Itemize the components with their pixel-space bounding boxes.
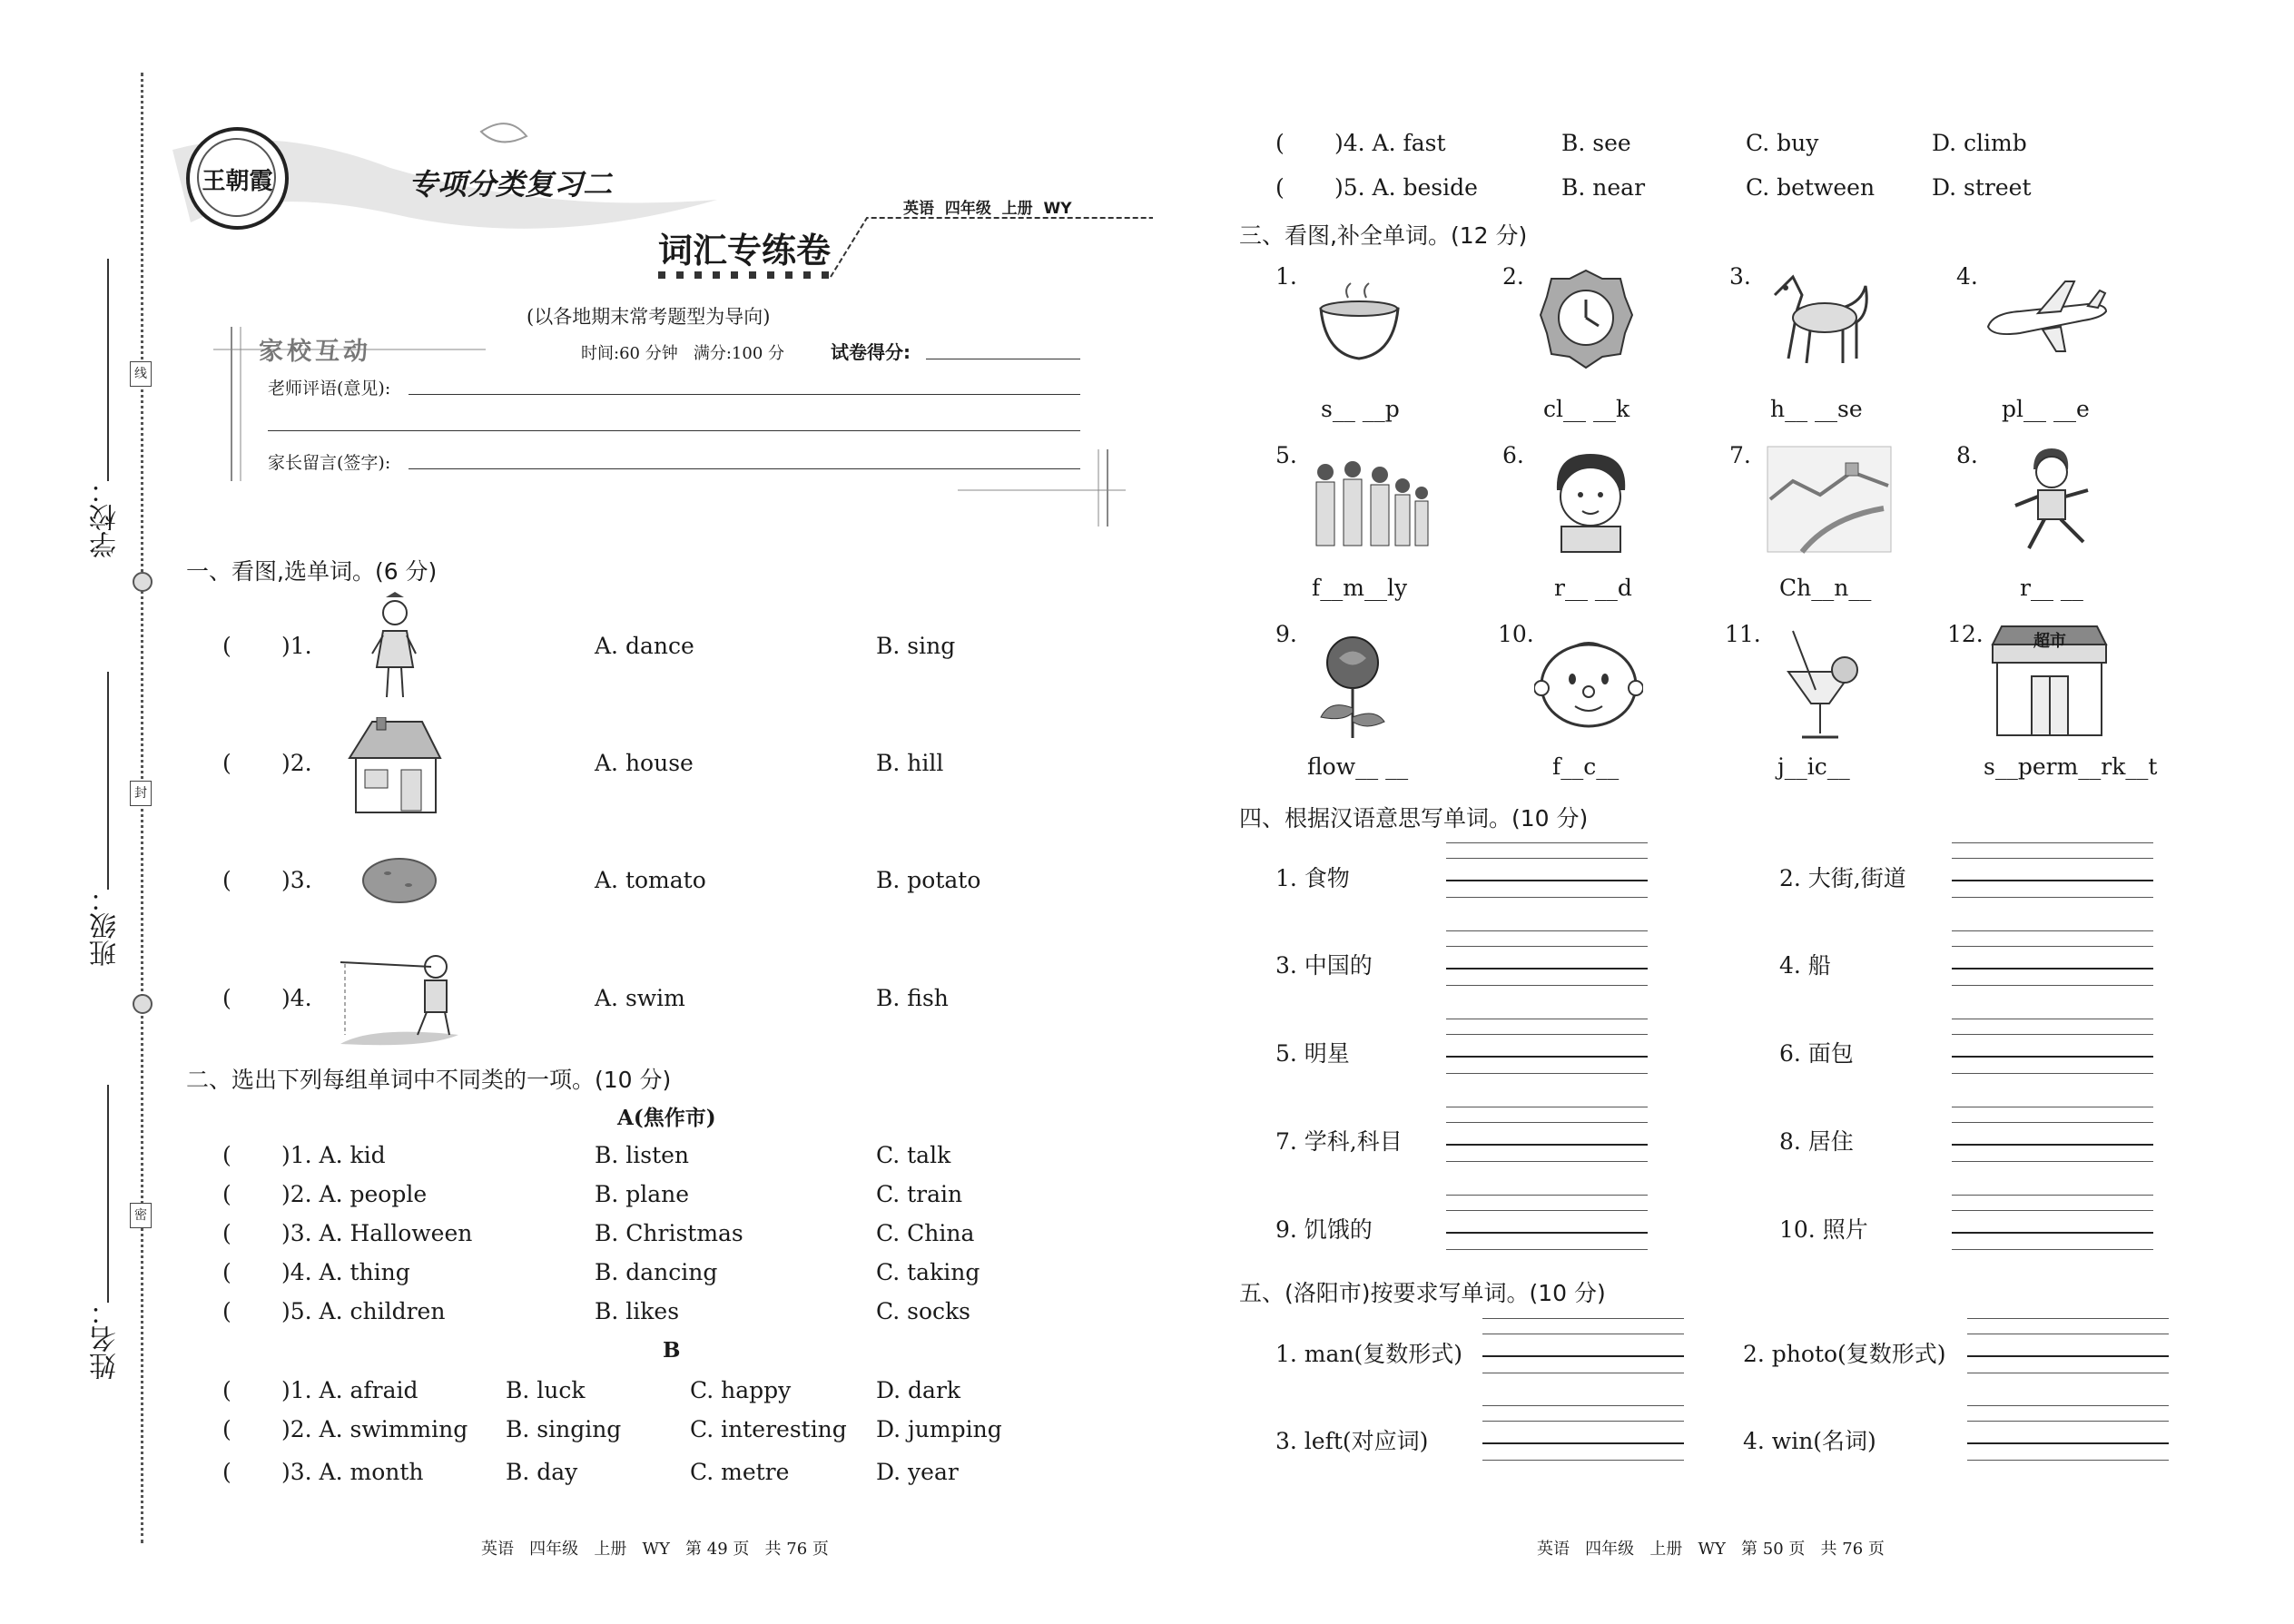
girl-dancing-image bbox=[363, 590, 427, 704]
answer-paren: ( bbox=[222, 1220, 231, 1246]
s3-item-number: 1. bbox=[1275, 263, 1297, 290]
s3-item-number: 9. bbox=[1275, 621, 1297, 647]
s3-item-number: 8. bbox=[1956, 442, 1978, 468]
s2b-item: )5. A. beside bbox=[1334, 174, 1478, 201]
binding-dotted-line bbox=[141, 73, 143, 1543]
s4-item-label: 8. 居住 bbox=[1779, 1128, 1854, 1155]
s2b-item: )2. A. swimming bbox=[281, 1416, 468, 1442]
supermarket-sign: 超市 bbox=[2033, 632, 2066, 651]
s4-item-label: 6. 面包 bbox=[1779, 1040, 1854, 1067]
option-d: D. dark bbox=[876, 1377, 961, 1403]
option-b: B. near bbox=[1561, 174, 1646, 201]
s2b-item: )1. A. afraid bbox=[281, 1377, 418, 1403]
section5-heading: 五、(洛阳市)按要求写单词。(10 分) bbox=[1239, 1280, 1606, 1306]
option-b: B. sing bbox=[876, 633, 956, 659]
s5-item-label: 2. photo(复数形式) bbox=[1743, 1341, 1946, 1367]
s4-item-label: 4. 船 bbox=[1779, 952, 1831, 979]
answer-paren: ( bbox=[222, 1459, 231, 1485]
teacher-comment-field-2[interactable] bbox=[268, 430, 1080, 431]
option-b: B. see bbox=[1561, 130, 1631, 156]
option-d: D. climb bbox=[1932, 130, 2027, 156]
school-line bbox=[107, 259, 109, 481]
great-wall-image bbox=[1766, 445, 1893, 554]
option-c: C. interesting bbox=[690, 1416, 847, 1442]
option-b: B. likes bbox=[595, 1298, 680, 1324]
s1-item-number: )3. bbox=[281, 867, 312, 893]
s4-item-label: 3. 中国的 bbox=[1275, 952, 1373, 979]
s3-word: f__c__ bbox=[1552, 753, 1620, 780]
subtitle: (以各地期末常考题型为导向) bbox=[527, 306, 771, 328]
s2a-item: )1. A. kid bbox=[281, 1142, 386, 1168]
time-score-info: 时间:60 分钟 满分:100 分 bbox=[581, 344, 784, 363]
s5-item-label: 3. left(对应词) bbox=[1275, 1428, 1429, 1454]
s3-item-number: 6. bbox=[1502, 442, 1524, 468]
s2a-item: )2. A. people bbox=[281, 1181, 428, 1207]
s4-item-label: 1. 食物 bbox=[1275, 865, 1350, 891]
s3-word: f__m__ly bbox=[1312, 575, 1408, 601]
section2-heading: 二、选出下列每组单词中不同类的一项。(10 分) bbox=[186, 1067, 672, 1093]
option-b: B. luck bbox=[506, 1377, 586, 1403]
s2b-item: )4. A. fast bbox=[1334, 130, 1446, 156]
answer-paren: ( bbox=[222, 1416, 231, 1442]
section3-heading: 三、看图,补全单词。(12 分) bbox=[1239, 222, 1528, 249]
plane-image bbox=[1984, 277, 2111, 354]
header-deco-line bbox=[822, 209, 1157, 281]
s4-item-label: 10. 照片 bbox=[1779, 1216, 1868, 1243]
answer-paren: ( bbox=[222, 1181, 231, 1207]
option-b: B. Christmas bbox=[595, 1220, 743, 1246]
s4-item-label: 5. 明星 bbox=[1275, 1040, 1350, 1067]
binding-hole bbox=[133, 572, 153, 592]
option-b: B. potato bbox=[876, 867, 981, 893]
horse-image bbox=[1757, 268, 1879, 381]
binding-hole bbox=[133, 994, 153, 1014]
option-c: C. China bbox=[876, 1220, 975, 1246]
s4-item-label: 2. 大街,街道 bbox=[1779, 865, 1906, 891]
s3-word: r__ __ bbox=[2020, 575, 2083, 601]
s3-item-number: 11. bbox=[1725, 621, 1761, 647]
section4-heading: 四、根据汉语意思写单词。(10 分) bbox=[1239, 805, 1589, 832]
s1-item-number: )2. bbox=[281, 750, 312, 776]
s4-item-label: 7. 学科,科目 bbox=[1275, 1128, 1403, 1155]
option-c: C. buy bbox=[1746, 130, 1819, 156]
seal-mark: 线 bbox=[130, 361, 152, 387]
answer-paren: ( bbox=[1275, 130, 1285, 156]
option-b: B. singing bbox=[506, 1416, 622, 1442]
option-a: A. house bbox=[595, 750, 694, 776]
family-image bbox=[1307, 458, 1430, 549]
face-image bbox=[1534, 635, 1643, 731]
logo-text: 王朝霞 bbox=[202, 168, 273, 195]
answer-paren: ( bbox=[1275, 174, 1285, 201]
s3-item-number: 2. bbox=[1502, 263, 1524, 290]
s2a-item: )5. A. children bbox=[281, 1298, 446, 1324]
s2b-item: )3. A. month bbox=[281, 1459, 424, 1485]
series-title: 专项分类复习二 bbox=[409, 167, 613, 202]
clock-image bbox=[1539, 268, 1634, 372]
s3-word: flow__ __ bbox=[1307, 753, 1409, 780]
section1-heading: 一、看图,选单词。(6 分) bbox=[186, 558, 438, 585]
answer-paren: ( bbox=[222, 750, 231, 776]
s2a-item: )4. A. thing bbox=[281, 1259, 410, 1285]
parent-comment-field[interactable] bbox=[409, 468, 1080, 469]
answer-paren: ( bbox=[222, 867, 231, 893]
parent-comment-label: 家长留言(签字): bbox=[268, 453, 391, 473]
s3-word: Ch__n__ bbox=[1779, 575, 1872, 601]
s5-item-label: 4. win(名词) bbox=[1743, 1428, 1876, 1454]
teacher-comment-field[interactable] bbox=[409, 394, 1080, 395]
house-image bbox=[345, 717, 445, 817]
option-b: B. hill bbox=[876, 750, 944, 776]
answer-paren: ( bbox=[222, 1259, 231, 1285]
s3-word: pl__ __e bbox=[2002, 396, 2090, 422]
page-title: 词汇专练卷 bbox=[658, 230, 832, 271]
answer-paren: ( bbox=[222, 1377, 231, 1403]
option-d: D. year bbox=[876, 1459, 959, 1485]
s4-item-label: 9. 饥饿的 bbox=[1275, 1216, 1373, 1243]
option-b: B. day bbox=[506, 1459, 578, 1485]
potato-image bbox=[359, 853, 440, 908]
option-c: C. talk bbox=[876, 1142, 951, 1168]
option-a: A. dance bbox=[595, 633, 694, 659]
option-b: B. dancing bbox=[595, 1259, 718, 1285]
answer-paren: ( bbox=[222, 985, 231, 1011]
option-b: B. listen bbox=[595, 1142, 690, 1168]
s3-word: s__ __p bbox=[1321, 396, 1400, 422]
interaction-badge: 家校互动 bbox=[259, 338, 371, 366]
s3-item-number: 3. bbox=[1729, 263, 1751, 290]
group-a-label: A(焦作市) bbox=[617, 1106, 716, 1130]
option-c: C. metre bbox=[690, 1459, 790, 1485]
option-b: B. plane bbox=[595, 1181, 690, 1207]
s5-item-label: 1. man(复数形式) bbox=[1275, 1341, 1463, 1367]
s3-item-number: 4. bbox=[1956, 263, 1978, 290]
group-b-label: B bbox=[663, 1338, 681, 1363]
logo bbox=[186, 127, 289, 230]
boy-running-image bbox=[1997, 447, 2102, 556]
s3-item-number: 7. bbox=[1729, 442, 1751, 468]
s3-item-number: 12. bbox=[1947, 621, 1984, 647]
juice-image bbox=[1779, 626, 1861, 744]
right-page-footer: 英语 四年级 上册 WY 第 50 页 共 76 页 bbox=[1537, 1540, 1885, 1559]
option-c: C. taking bbox=[876, 1259, 980, 1285]
answer-paren: ( bbox=[222, 1298, 231, 1324]
left-page-footer: 英语 四年级 上册 WY 第 49 页 共 76 页 bbox=[481, 1540, 829, 1559]
option-c: C. happy bbox=[690, 1377, 792, 1403]
soup-image bbox=[1316, 281, 1403, 363]
option-b: B. fish bbox=[876, 985, 949, 1011]
s3-word: r__ __d bbox=[1554, 575, 1632, 601]
header-meta: 英语 四年级 上册 WY bbox=[903, 200, 1072, 218]
answer-paren: ( bbox=[222, 1142, 231, 1168]
class-label: 班级： bbox=[90, 885, 122, 967]
boy-reading-image bbox=[1548, 449, 1634, 554]
option-c: C. train bbox=[876, 1181, 963, 1207]
s1-item-number: )1. bbox=[281, 633, 312, 659]
s3-word: cl__ __k bbox=[1543, 396, 1630, 422]
s2a-item: )3. A. Halloween bbox=[281, 1220, 473, 1246]
s1-item-number: )4. bbox=[281, 985, 312, 1011]
seal-mark: 密 bbox=[130, 1203, 152, 1228]
option-c: C. between bbox=[1746, 174, 1876, 201]
name-label: 姓名： bbox=[90, 1298, 122, 1380]
answer-paren: ( bbox=[222, 633, 231, 659]
name-line bbox=[107, 1085, 109, 1303]
s3-item-number: 10. bbox=[1498, 621, 1534, 647]
score-label: 试卷得分: bbox=[831, 341, 911, 363]
option-d: D. jumping bbox=[876, 1416, 1002, 1442]
class-line bbox=[107, 672, 109, 890]
s3-item-number: 5. bbox=[1275, 442, 1297, 468]
s3-word: j__ic__ bbox=[1777, 753, 1850, 780]
s3-word: h__ __se bbox=[1770, 396, 1863, 422]
title-dots bbox=[658, 268, 840, 282]
teacher-comment-label: 老师评语(意见): bbox=[268, 379, 391, 399]
option-d: D. street bbox=[1932, 174, 2032, 201]
option-a: A. swim bbox=[595, 985, 685, 1011]
s3-word: s__perm__rk__t bbox=[1984, 753, 2158, 780]
seal-mark: 封 bbox=[130, 781, 152, 806]
flower-image bbox=[1312, 631, 1393, 740]
option-a: A. tomato bbox=[595, 867, 706, 893]
boy-fishing-image bbox=[336, 944, 463, 1048]
school-label: 学校： bbox=[90, 477, 122, 558]
option-c: C. socks bbox=[876, 1298, 970, 1324]
